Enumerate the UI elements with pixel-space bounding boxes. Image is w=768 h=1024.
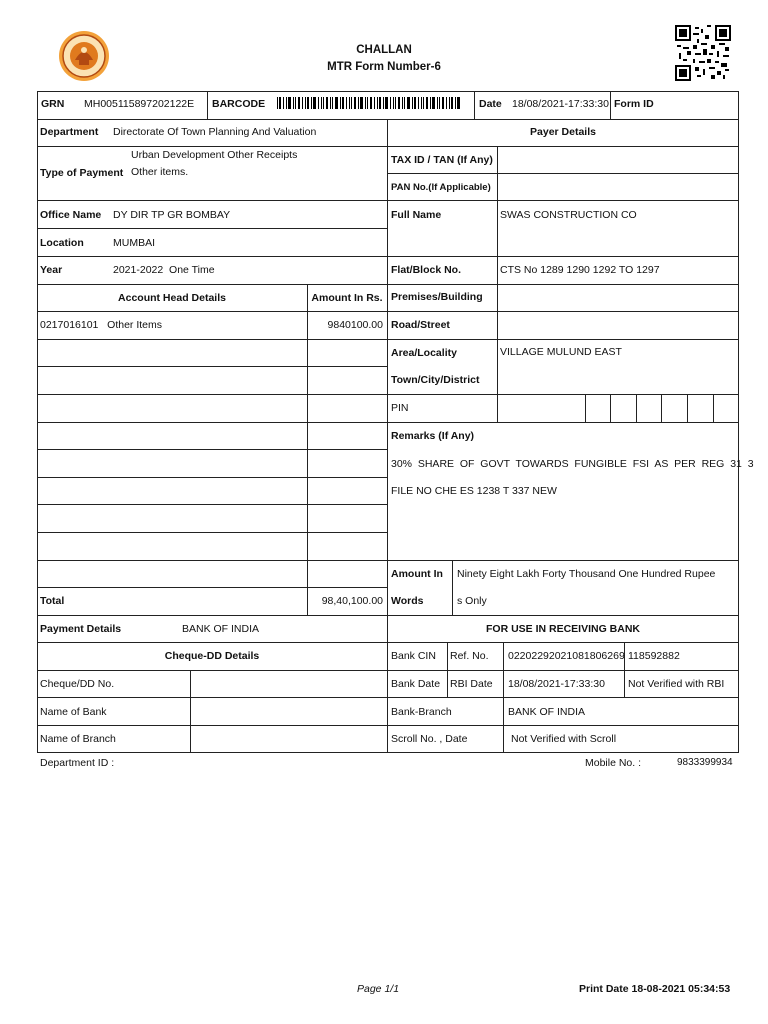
table-border-bottom <box>37 752 739 753</box>
table-border-top <box>37 91 739 92</box>
payment-details-label: Payment Details <box>40 623 122 635</box>
qr-code-icon <box>675 25 731 81</box>
department-label: Department <box>40 126 99 138</box>
ref-no-label: Ref. No. <box>450 650 489 662</box>
mobile-value: 9833399934 <box>677 757 733 768</box>
account-row-code: 0217016101 Other Items <box>40 319 162 331</box>
amount-in-label: Amount In <box>391 568 443 580</box>
amount-words-line1: Ninety Eight Lakh Forty Thousand One Hundred Rupee <box>457 568 716 580</box>
grn-label: GRN <box>41 98 65 110</box>
year-value: 2021-2022 One Time <box>113 264 215 276</box>
words-label: Words <box>391 595 424 607</box>
grn-value: MH005115897202122E <box>84 98 195 110</box>
name-of-branch-label: Name of Branch <box>40 733 116 745</box>
location-label: Location <box>40 237 84 249</box>
premises-label: Premises/Building <box>391 291 483 303</box>
location-value: MUMBAI <box>113 237 155 249</box>
total-label: Total <box>40 595 65 607</box>
type-of-payment-line2: Other items. <box>131 166 189 178</box>
bank-branch-label: Bank-Branch <box>391 706 452 718</box>
full-name-value: SWAS CONSTRUCTION CO <box>500 209 637 221</box>
receiving-bank-header: FOR USE IN RECEIVING BANK <box>485 623 640 635</box>
cheque-no-label: Cheque/DD No. <box>40 678 115 690</box>
form-number: MTR Form Number-6 <box>327 61 441 73</box>
barcode-icon <box>277 96 462 108</box>
road-label: Road/Street <box>391 319 450 331</box>
amount-header: Amount In Rs. <box>311 292 383 304</box>
office-name-label: Office Name <box>40 209 102 221</box>
scroll-label: Scroll No. , Date <box>391 733 468 745</box>
maharashtra-seal-icon <box>58 30 110 82</box>
pan-label: PAN No.(If Applicable) <box>391 182 491 193</box>
tax-id-label: TAX ID / TAN (If Any) <box>391 154 493 166</box>
office-name-value: DY DIR TP GR BOMBAY <box>113 209 231 221</box>
department-id-label: Department ID : <box>40 757 115 769</box>
form-id-label: Form ID <box>614 98 654 110</box>
bank-cin-label: Bank CIN <box>391 650 436 662</box>
remarks-line2: FILE NO CHE ES 1238 T 337 NEW <box>391 485 557 497</box>
bank-date-label: Bank Date <box>391 678 441 690</box>
type-of-payment-line1: Urban Development Other Receipts <box>131 149 298 161</box>
flat-block-value: CTS No 1289 1290 1292 TO 1297 <box>500 264 660 276</box>
barcode-label: BARCODE <box>212 98 266 110</box>
mobile-label: Mobile No. : <box>585 757 642 769</box>
bank-date-value: 18/08/2021-17:33:30 <box>508 678 605 690</box>
remarks-line1: 30% SHARE OF GOVT TOWARDS FUNGIBLE FSI AS PER REG 31 3 <box>391 458 754 470</box>
amount-words-line2: s Only <box>457 595 487 607</box>
payment-details-value: BANK OF INDIA <box>182 623 260 635</box>
year-label: Year <box>40 264 63 276</box>
department-value: Directorate Of Town Planning And Valuation <box>113 126 317 138</box>
area-value: VILLAGE MULUND EAST <box>500 346 622 358</box>
pin-label: PIN <box>391 402 409 414</box>
town-label: Town/City/District <box>391 374 480 386</box>
payer-details-header: Payer Details <box>530 126 596 138</box>
bank-branch-value: BANK OF INDIA <box>508 706 586 718</box>
page-title: CHALLAN <box>356 44 412 56</box>
bank-cin-value: 02202292021081806269 <box>508 650 625 662</box>
ref-no-value: 118592882 <box>628 650 680 662</box>
cheque-dd-header: Cheque-DD Details <box>164 650 260 662</box>
page-number: Page 1/1 <box>357 983 400 995</box>
full-name-label: Full Name <box>391 209 442 221</box>
date-label: Date <box>479 98 502 110</box>
scroll-value: Not Verified with Scroll <box>511 733 617 745</box>
type-of-payment-label: Type of Payment <box>40 167 124 179</box>
remarks-label: Remarks (If Any) <box>391 430 475 442</box>
account-head-header: Account Head Details <box>118 292 226 304</box>
rbi-status: Not Verified with RBI <box>628 678 725 690</box>
print-date: Print Date 18-08-2021 05:34:53 <box>579 983 731 995</box>
name-of-bank-label: Name of Bank <box>40 706 107 718</box>
total-value: 98,40,100.00 <box>321 595 383 607</box>
flat-block-label: Flat/Block No. <box>391 264 462 276</box>
rbi-date-label: RBI Date <box>450 678 493 690</box>
account-row-amount: 9840100.00 <box>327 319 383 331</box>
area-label: Area/Locality <box>391 347 457 359</box>
date-value: 18/08/2021-17:33:30 <box>512 98 609 110</box>
